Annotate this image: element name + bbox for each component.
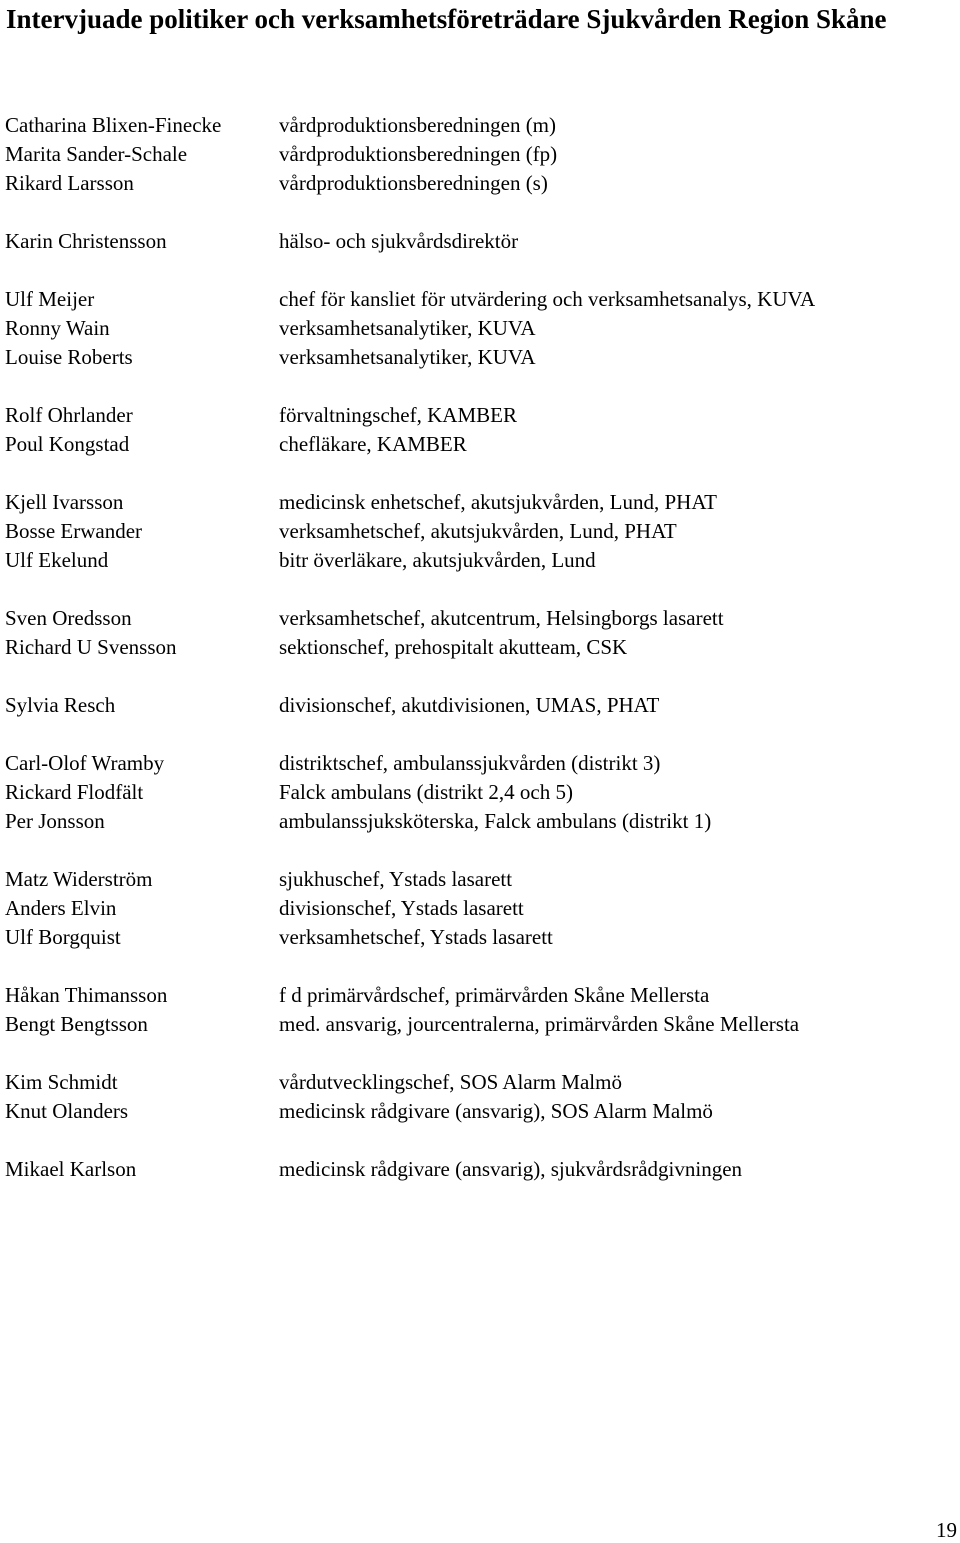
person-name: Kjell Ivarsson [5,490,124,514]
list-item [5,778,945,807]
person-role: sjukhuschef, Ystads lasarett [279,867,513,891]
list-item [5,401,945,430]
interviewee-list [5,111,945,1213]
interviewee-group [5,749,945,836]
person-name: Karin Christensson [5,229,167,253]
list-item [5,923,945,952]
person-name: Rickard Flodfält [5,780,144,804]
person-name: Per Jonsson [5,809,105,833]
person-name: Louise Roberts [5,345,133,369]
person-name: Ulf Borgquist [5,925,121,949]
interviewee-group [5,285,945,372]
list-item [5,285,945,314]
person-name: Knut Olanders [5,1099,129,1123]
list-item [5,604,945,633]
person-name: Ronny Wain [5,316,110,340]
person-role: chefläkare, KAMBER [279,432,467,456]
person-role: vårdutvecklingschef, SOS Alarm Malmö [279,1070,622,1094]
list-item [5,1097,945,1126]
person-name: Håkan Thimansson [5,983,168,1007]
interviewee-group [5,401,945,459]
list-item [5,517,945,546]
person-name: Matz Widerström [5,867,153,891]
person-role: divisionschef, Ystads lasarett [279,896,524,920]
person-role: vårdproduktionsberedningen (fp) [279,142,558,166]
person-role: verksamhetsanalytiker, KUVA [279,316,536,340]
interviewee-group [5,111,945,198]
list-item [5,343,945,372]
person-name: Marita Sander-Schale [5,142,188,166]
person-name: Bosse Erwander [5,519,143,543]
person-name: Sylvia Resch [5,693,116,717]
interviewee-group [5,865,945,952]
list-item [5,633,945,662]
page-number: 19 [936,1518,957,1542]
person-role: verksamhetsanalytiker, KUVA [279,345,536,369]
list-item [5,1010,945,1039]
list-item [5,894,945,923]
person-name: Carl-Olof Wramby [5,751,165,775]
person-role: medicinsk enhetschef, akutsjukvården, Lund, PHAT [279,490,717,514]
list-item [5,1155,945,1184]
person-role: verksamhetschef, Ystads lasarett [279,925,553,949]
person-role: vårdproduktionsberedningen (s) [279,171,548,195]
list-item [5,546,945,575]
person-role: förvaltningschef, KAMBER [279,403,517,427]
person-name: Richard U Svensson [5,635,177,659]
person-role: sektionschef, prehospitalt akutteam, CSK [279,635,628,659]
list-item [5,691,945,720]
person-role: distriktschef, ambulanssjukvården (distrikt 3) [279,751,661,775]
list-item [5,169,945,198]
person-role: f d primärvårdschef, primärvården Skåne Mellersta [279,983,710,1007]
person-name: Rolf Ohrlander [5,403,133,427]
person-role: hälso- och sjukvårdsdirektör [279,229,519,253]
interviewee-group [5,1068,945,1126]
person-role: chef för kansliet för utvärdering och verksamhetsanalys, KUVA [279,287,816,311]
person-name: Sven Oredsson [5,606,132,630]
person-name: Poul Kongstad [5,432,130,456]
person-role: verksamhetschef, akutcentrum, Helsingborgs lasarett [279,606,724,630]
person-name: Catharina Blixen-Finecke [5,113,222,137]
interviewee-group [5,1155,945,1184]
person-name: Ulf Meijer [5,287,95,311]
list-item [5,227,945,256]
person-name: Kim Schmidt [5,1070,118,1094]
list-item [5,488,945,517]
person-name: Bengt Bengtsson [5,1012,148,1036]
person-role: medicinsk rådgivare (ansvarig), SOS Alarm Malmö [279,1099,713,1123]
interviewee-group [5,604,945,662]
list-item [5,865,945,894]
person-name: Ulf Ekelund [5,548,109,572]
list-item [5,314,945,343]
person-role: verksamhetschef, akutsjukvården, Lund, PHAT [279,519,677,543]
person-name: Rikard Larsson [5,171,134,195]
person-role: divisionschef, akutdivisionen, UMAS, PHAT [279,693,660,717]
interviewee-group [5,691,945,720]
person-role: bitr överläkare, akutsjukvården, Lund [279,548,596,572]
person-role: medicinsk rådgivare (ansvarig), sjukvårdsrådgivningen [279,1157,743,1181]
person-name: Mikael Karlson [5,1157,137,1181]
person-role: vårdproduktionsberedningen (m) [279,113,557,137]
list-item [5,981,945,1010]
interviewee-group [5,981,945,1039]
list-item [5,807,945,836]
list-item [5,430,945,459]
person-role: med. ansvarig, jourcentralerna, primärvården Skåne Mellersta [279,1012,800,1036]
list-item [5,111,945,140]
list-item [5,749,945,778]
list-item [5,140,945,169]
person-role: ambulanssjuksköterska, Falck ambulans (distrikt 1) [279,809,712,833]
person-role: Falck ambulans (distrikt 2,4 och 5) [279,780,573,804]
list-item [5,1068,945,1097]
interviewee-group [5,488,945,575]
page-title: Intervjuade politiker och verksamhetsföreträdare Sjukvården Region Skåne [6,4,887,34]
person-name: Anders Elvin [5,896,117,920]
interviewee-group [5,227,945,256]
